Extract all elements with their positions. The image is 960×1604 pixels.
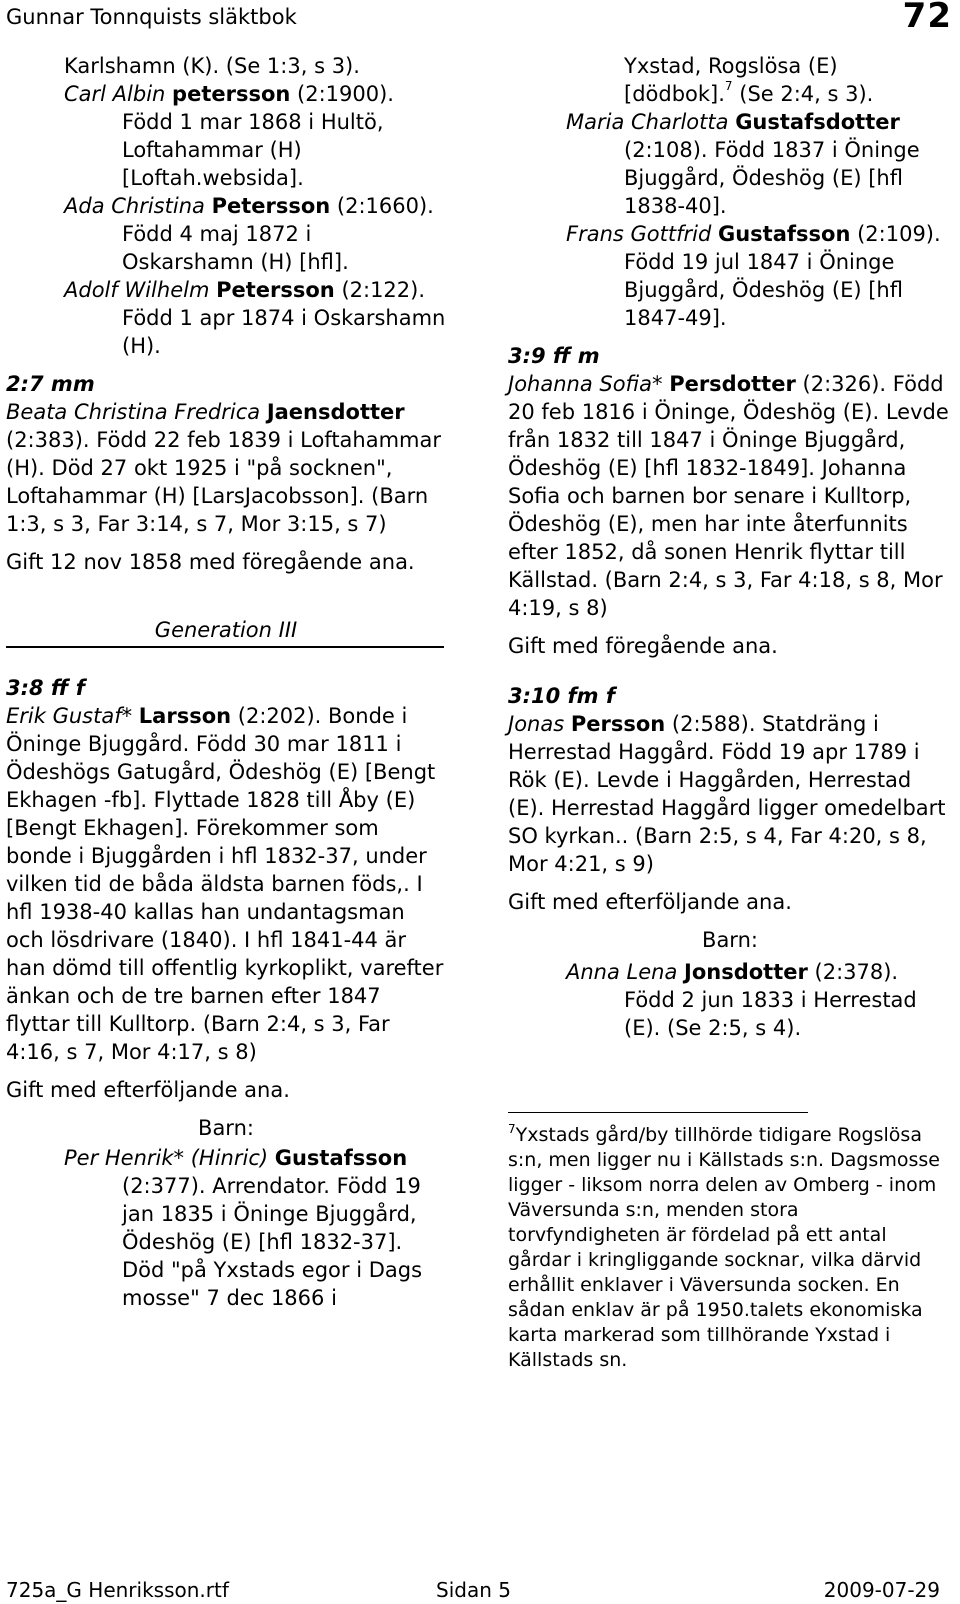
child-given-name: Frans Gottfrid [566,222,712,246]
child-entry-adolf-wilhelm [6,276,446,360]
ancestor-surname: Jaensdotter [266,400,405,424]
ancestor-given-name: Erik Gustaf* [6,704,133,728]
marriage-note: Gift med efterföljande ana. [6,1078,290,1102]
ancestor-details: (2:383). Född 22 feb 1839 i Loftahammar (H). Död 27 okt 1925 i "på socknen", Loftahammar (H) [LarsJacobsson]. (Barn 1:3, s 3, Far 3:14, s 7, Mor 3:15, s 7) [6,428,442,536]
footer-date: 2009-07-29 [823,1578,940,1602]
child-details: (2:122). Född 1 apr 1874 i Oskarshamn (H). [122,278,446,358]
footer-page: Sidan 5 [436,1578,511,1602]
child-given-name: Per Henrik* (Hinric) [64,1146,269,1170]
continued-text: Karlshamn (K). (Se 1:3, s 3). [64,54,360,78]
marriage-note: Gift med efterföljande ana. [508,890,792,914]
child-surname: Petersson [216,278,335,302]
footnote-number: 7 [508,1122,516,1136]
child-entry-per-henrik [6,1144,446,1312]
ancestor-given-name: Beata Christina Fredrica [6,400,261,424]
footnote-ref: 7 [724,79,733,93]
ancestor-code-3-9: 3:9 ff m [508,344,600,368]
child-details: (2:1900). Född 1 mar 1868 i Hultö, Loftahammar (H) [Loftah.websida]. [122,82,394,190]
ancestor-details: (2:588). Statdräng i Herrestad Haggård. Född 19 apr 1789 i Rök (E). Levde i Haggården, Herrestad (E). Herrestad Haggård ligger omedelbart SO kyrkan.. (Barn 2:5, s 4, Far 4:20, s 8, Mor 4:21, s 9) [508,712,946,876]
ancestor-code-2-7: 2:7 mm [6,372,95,396]
child-details: (2:1660). Född 4 maj 1872 i Oskarshamn (H) [hfl]. [122,194,434,274]
ancestor-given-name: Johanna Sofia* [508,372,663,396]
ancestor-entry-jonas [508,710,952,878]
child-surname: petersson [172,82,291,106]
ancestor-code-3-8: 3:8 ff f [6,676,85,700]
footnote [508,1123,952,1373]
continued-entry [508,52,952,108]
generation-heading: Generation III [154,618,298,642]
marriage-note: Gift med föregående ana. [508,634,778,658]
child-entry-ada-christina [6,192,446,276]
continued-entry [64,52,446,80]
page-number: 72 [902,0,952,36]
ancestor-surname: Persson [570,712,666,736]
ancestor-code-3-10: 3:10 fm f [508,684,616,708]
child-details: (2:108). Född 1837 i Öninge Bjuggård, Ödeshög (E) [hfl 1838-40]. [624,138,920,218]
child-entry-maria-charlotta [508,108,952,220]
child-surname: Petersson [211,194,331,218]
child-entry-anna-lena [508,958,952,1042]
child-surname: Gustafsdotter [735,110,900,134]
footnote-text: Yxstads gård/by tillhörde tidigare Rogslösa s:n, men ligger nu i Källstads s:n. Dagsmosse ligger - liksom norra delen av Omberg - inom Väversunda s:n, menden stora torvfyndigheten är fördelad på ett antal gårdar i kringliggande socknar, vilka därvid erhållit enklaver i Väversunda socken. En sådan enklav är på 1950.talets ekonomiska karta markerad som tillhörande Yxstad i Källstads sn. [508,1124,940,1371]
children-label: Barn: [198,1116,254,1140]
child-given-name: Adolf Wilhelm [64,278,210,302]
child-surname: Gustafsson [717,222,851,246]
child-given-name: Anna Lena [566,960,678,984]
child-details: (2:378). Född 2 jun 1833 i Herrestad (E). (Se 2:5, s 4). [624,960,917,1040]
ancestor-surname: Persdotter [669,372,796,396]
ancestor-entry-erik-gustaf [6,702,446,1066]
footer-filename: 725a_G Henriksson.rtf [6,1578,229,1602]
ancestor-given-name: Jonas [508,712,565,736]
document-header-title: Gunnar Tonnquists släktbok [6,5,297,29]
child-surname: Gustafsson [274,1146,408,1170]
child-details: (2:377). Arrendator. Född 19 jan 1835 i Öninge Bjuggård, Ödeshög (E) [hfl 1832-37]. Död "på Yxstads egor i Dags mosse" 7 dec 1866 i [122,1174,423,1310]
footnote-rule [508,1112,808,1113]
child-entry-frans-gottfrid [508,220,952,332]
child-given-name: Carl Albin [64,82,166,106]
marriage-note: Gift 12 nov 1858 med föregående ana. [6,550,415,574]
continued-text: Yxstad, Rogslösa (E) [dödbok]. [624,54,838,106]
child-entry-carl-albin [6,80,446,192]
ancestor-details: (2:202). Bonde i Öninge Bjuggård. Född 30 mar 1811 i Ödeshögs Gatugård, Ödeshög (E) [Bengt Ekhagen -fb]. Flyttade 1828 till Åby (E) [Bengt Ekhagen]. Förekommer som bonde i Bjuggården i hfl 1832-37, under vilken tid de båda äldsta barnen föds,. I hfl 1938-40 kallas han undantagsman och lösdrivare (1840). I hfl 1841-44 är han dömd till offentlig kyrkoplikt, varefter änkan och de tre barnen efter 1847 flyttar till Kulltorp. (Barn 2:4, s 3, Far 4:16, s 7, Mor 4:17, s 8) [6,704,444,1064]
generation-rule [6,646,444,648]
child-given-name: Maria Charlotta [566,110,729,134]
child-given-name: Ada Christina [64,194,205,218]
left-column [6,52,446,1312]
ancestor-entry-johanna-sofia [508,370,952,622]
child-surname: Jonsdotter [684,960,808,984]
child-details: (2:109). Född 19 jul 1847 i Öninge Bjuggård, Ödeshög (E) [hfl 1847-49]. [624,222,941,330]
continued-ref: (Se 2:4, s 3). [739,82,874,106]
ancestor-entry-beata [6,398,446,538]
right-column [508,52,952,1373]
ancestor-surname: Larsson [138,704,232,728]
children-label: Barn: [702,928,758,952]
ancestor-details: (2:326). Född 20 feb 1816 i Öninge, Ödeshög (E). Levde från 1832 till 1847 i Öninge Bjuggård, Ödeshög (E) [hfl 1832-1849]. Johanna Sofia och barnen bor senare i Kulltorp, Ödeshög (E), men har inte återfunnits efter 1852, då sonen Henrik flyttar till Källstad. (Barn 2:4, s 3, Far 4:18, s 8, Mor 4:19, s 8) [508,372,949,620]
